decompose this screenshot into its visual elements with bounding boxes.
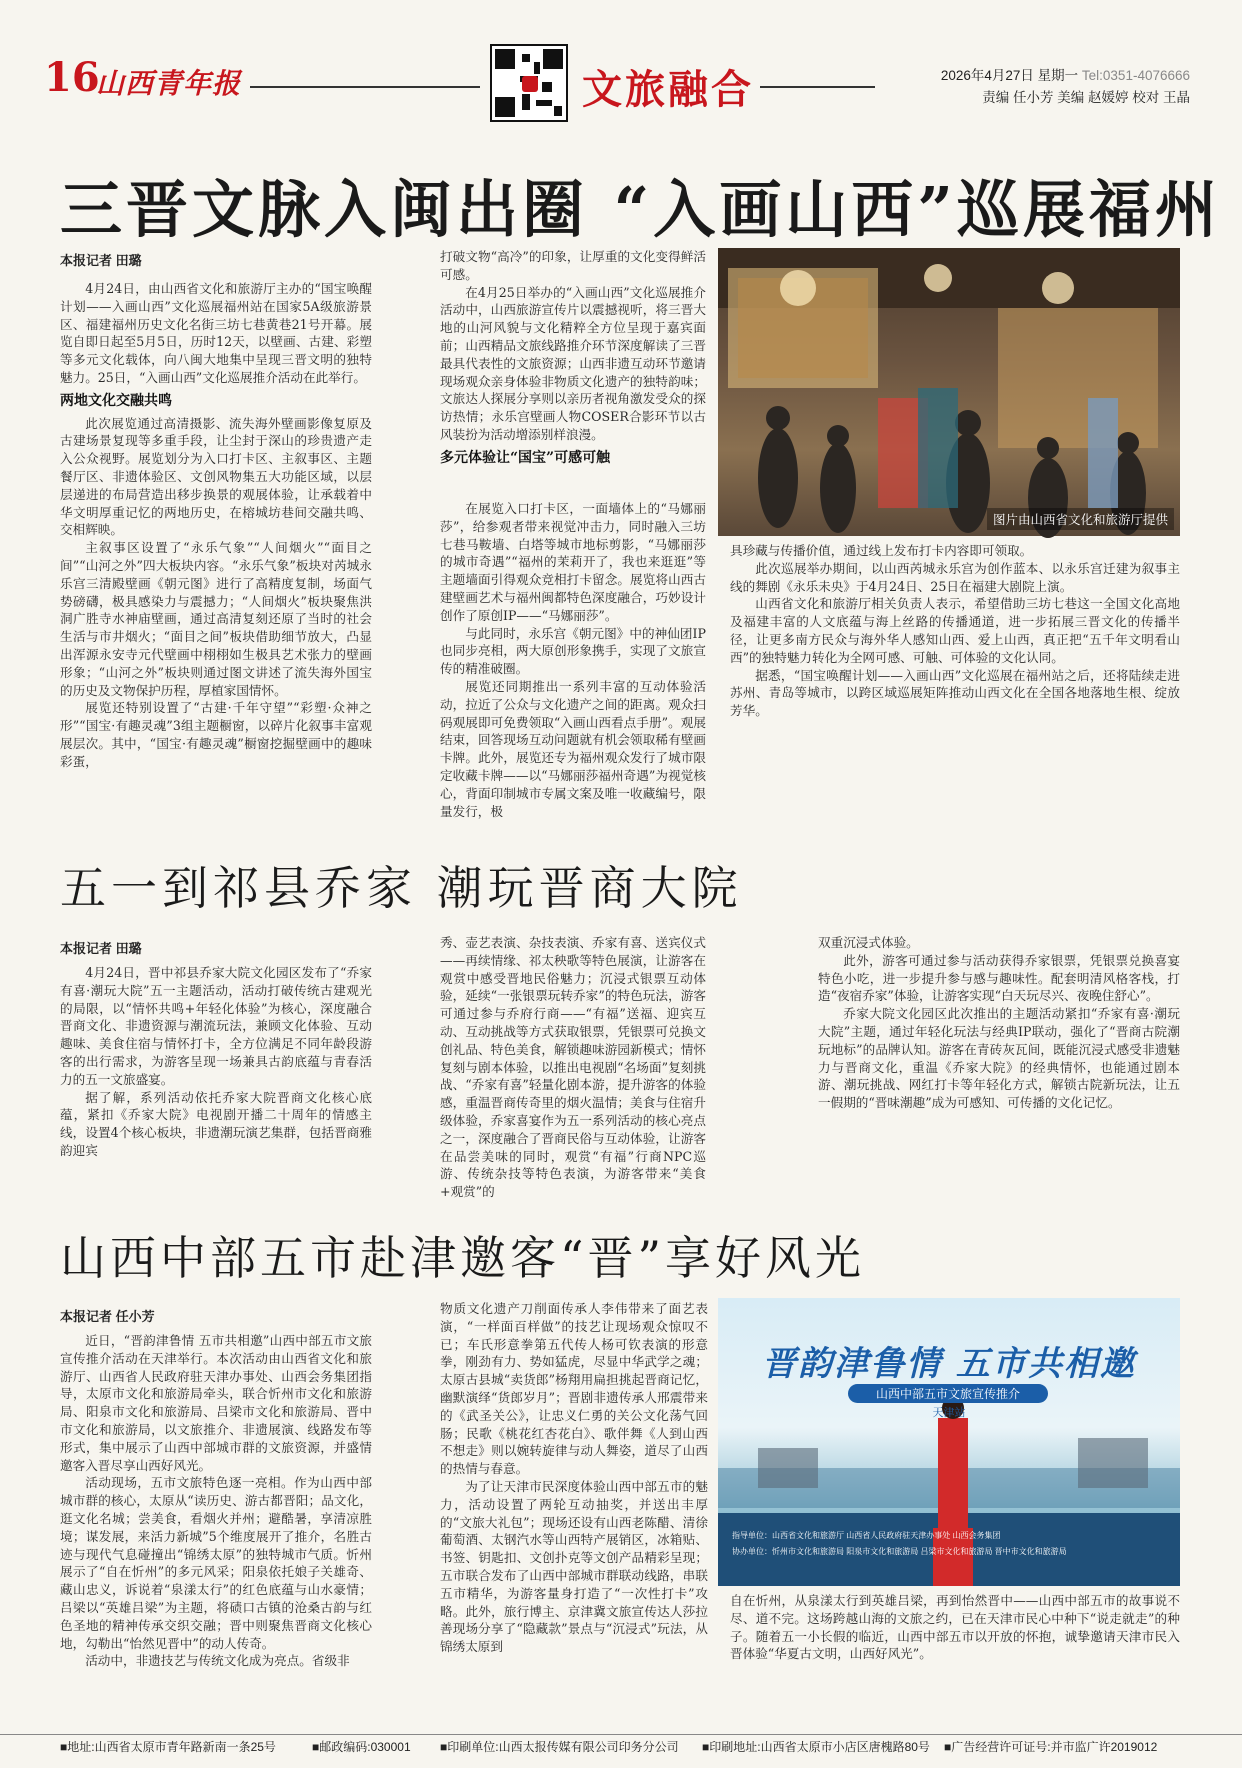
article3-headline: 山西中部五市赴津邀客“晋”享好风光 (60, 1231, 866, 1285)
article1-column2 (440, 248, 706, 496)
paragraph: 据了解，系列活动依托乔家大院晋商文化核心底蕴，紧扣《乔家大院》电视剧开播二十周年的情感主线，设置4个核心板块，非遗潮玩演艺集群，包括晋商雅韵迎宾 (60, 1089, 372, 1158)
article2-column3 (818, 934, 1180, 1124)
paragraph: 物质文化遗产刀削面传承人李伟带来了面艺表演，“一样面百样做”的技艺让现场观众惊叹不已；车氏形意拳第五代传人杨可钦表演的形意拳，刚劲有力、势如猛虎，尽显中华武学之魂；太原古县城“卖货郎”杨翔用扁担挑起晋商记忆，幽默演绎“货郎岁月”；晋剧非遗传承人邢震带来的《武圣关公》，让忠义仁勇的关公文化荡气回肠；民歌《桃花红杏花白》、歌伴舞《人到山西不想走》则以婉转旋律与动人舞姿，道尽了山西的热情与春意。 (440, 1301, 708, 1477)
footer-bar (0, 1734, 1242, 1754)
paragraph: 双重沉浸式体验。 (818, 935, 919, 950)
banner-host: 指导单位：山西省文化和旅游厅 山西省人民政府驻天津办事处 山西会务集团 (732, 1531, 1001, 1540)
paragraph: 与此同时，永乐宫《朝元图》中的神仙团IP也同步亮相，两大原创形象携手，实现了文旅宣传的精准破圈。 (440, 625, 706, 677)
paragraph: 在4月25日举办的“入画山西”文化巡展推介活动中，山西旅游宣传片以震撼视听，将三晋大地的山河风貌与文化精粹全方位呈现于嘉宾面前；山西精品文旅线路推介环节深度解读了三晋最具代表性的文旅资源；山西非遗互动环节邀请现场观众亲身体验非物质文化遗产的独特韵味；文旅达人探展分享则以亲历者视角激发受众的探访热情；永乐宫壁画人物COSER合影环节以古风装扮为活动增添别样浪漫。 (440, 284, 706, 442)
article1-byline: 本报记者 田璐 (60, 253, 142, 268)
masthead-rule-left (250, 86, 480, 88)
banner-subtitle: 山西中部五市文旅宣传推介 (848, 1384, 1048, 1403)
article1-column3 (730, 542, 1180, 719)
paragraph: 为了让天津市民深度体验山西中部五市的魅力，活动设置了两轮互动抽奖，并送出丰厚的“文旅大礼包”；现场还设有山西老陈醋、清徐葡萄酒、太钢汽水等山西特产展销区，冰箱贴、书签、钥匙扣、文创扑克等文创产品精彩呈现；五市联合发布了山西中部城市群联动线路，串联五市精华，为游客量身打造了“一次性打卡”攻略。此外，旅行博主、京津冀文旅宣传达人莎拉善现场分享了“隐藏款”景点与“沉浸式”玩法，从锦绣太原到 (440, 1478, 708, 1655)
banner-title: 晋韵津鲁情 五市共相邀 (762, 1344, 1136, 1384)
paragraph: 4月24日，晋中祁县乔家大院文化园区发布了“乔家有喜·潮玩大院”五一主题活动，活动打破传统古建观光的局限，以“情怀共鸣+年轻化体验”为核心，深度融合晋商文化、非遗资源与潮流玩法，兼顾文化体验、互动趣味、美食住宿与情怀打卡，全方位满足不同年龄段游客的出行需求，为游客呈现一场兼具古韵底蕴与青春活力的五一文旅盛宴。 (60, 965, 372, 1087)
article2-column2 (440, 934, 706, 1200)
paragraph: 具珍藏与传播价值，通过线上发布打卡内容即可领取。 (730, 543, 1033, 558)
paragraph: 4月24日，由山西省文化和旅游厅主办的“国宝唤醒计划——入画山西”文化巡展福州站在国家5A级旅游景区、福建福州历史文化名街三坊七巷黄巷21号开幕。展览自即日起至5月5日，历时12天，以壁画、古建、彩塑等多元文化载体，向八闽大地集中呈现三晋文明的独特魅力。25日，“入画山西”文化巡展推介活动在此举行。 (60, 281, 372, 385)
page-number: 16 (44, 54, 100, 101)
subheading: 多元体验让“国宝”可感可触 (440, 449, 611, 466)
event-photo (718, 1298, 1180, 1586)
article3-column3 (730, 1592, 1180, 1722)
banner-station: 天津站 (932, 1407, 966, 1419)
paragraph: 主叙事区设置了“永乐气象”“人间烟火”“面目之间”“山河之外”四大板块内容。“永乐气象”板块对芮城永乐宫三清殿壁画《朝元图》进行了高精度复制，场面气势磅礴，极具感染力与震撼力；“人间烟火”板块聚焦洪洞广胜寺水神庙壁画，通过高清复刻还原了当时的社会生活与市井烟火；“面目之间”板块借助细节放大，凸显出浑源永安寺元代壁画中栩栩如生极具艺术张力的壁画形象；“山河之外”板块则通过图文讲述了流失海外国宝的历史及文物保护历程，厚植家国情怀。 (60, 540, 372, 698)
article3-column1 (60, 1332, 372, 1722)
paragraph: 秀、壶艺表演、杂技表演、乔家有喜、送宾仪式——再续情缘、祁太秧歌等特色展演，让游客在观赏中感受晋地民俗魅力；沉浸式银票互动体验，延续“一张银票玩转乔家”的特色玩法，游客可通过参与乔府行商——“有福”送福、迎宾互动、互动挑战等方式获取银票，凭银票可兑换文创礼品、特色美食，解锁趣味游园新模式；情怀复刻与剧本体验，以推出电视剧“名场面”复刻挑战、“乔家有喜”轻量化剧本游，提升游客的体验感，重温晋商传奇里的烟火温情；美食与住宿升级体验，乔家喜宴作为五一系列活动的核心亮点之一，深度融合了晋商民俗与互动体验，让游客在品尝美味的同时，观赏“有福”行商NPC巡游、传统杂技等特色表演，为游客带来“美食+观赏”的 (440, 935, 706, 1200)
exhibition-photo (718, 248, 1180, 536)
paragraph: 乔家大院文化园区此次推出的主题活动紧扣“乔家有喜·潮玩大院”主题，通过年轻化玩法与经典IP联动，强化了“晋商古院潮玩地标”的品牌认知。游客在青砖灰瓦间，既能沉浸式感受非遗魅力与晋商文化，重温《乔家大院》的经典情怀，也能通过剧本游、潮玩挑战、网红打卡等年轻化方式，解锁古院新玩法，让五一假期的“晋味潮趣”成为可感知、可传播的文化记忆。 (818, 1006, 1180, 1111)
footer-printer: ■印刷单位:山西太报传媒有限公司印务分公司 (440, 1740, 679, 1754)
paragraph: 打破文物“高冷”的印象，让厚重的文化变得鲜活可感。 (440, 249, 706, 282)
paragraph: 此外，游客可通过参与活动获得乔家银票，凭银票兑换喜宴特色小吃，进一步提升参与感与趣味性。配套明清风格客栈，打造“夜宿乔家”体验，让游客实现“白天玩尽兴、夜晚住舒心”。 (818, 952, 1180, 1004)
paragraph: 展览还同期推出一系列丰富的互动体验活动，拉近了公众与文化遗产之间的距离。观众扫码观展即可免费领取“入画山西看点手册”。观展结束，回答现场互动问题就有机会领取稀有壁画卡牌。此外，展览还专为福州观众发行了城市限定收藏卡牌——以“马娜丽莎福州奇遇”为视觉核心，背面印制城市专属文案及唯一收藏编号，限量发行，极 (440, 678, 706, 819)
paragraph: 在展览入口打卡区，一面墙体上的“马娜丽莎”，给参观者带来视觉冲击力，同时融入三坊七巷马鞍墙、白塔等城市地标剪影，“马娜丽莎的城市奇遇”“福州的茉莉开了，我也来逛逛”等主题墙面引得观众竞相打卡留念。展览将山西古建壁画艺术与福州闽都特色深度融合，巧妙设计创作了原创IP——“马娜丽莎”。 (440, 501, 706, 623)
paragraph: 展览还特别设置了“古建·千年守望”“彩塑·众神之形”“国宝·有趣灵魂”3组主题橱窗，以碎片化叙事丰富观展层次。其中，“国宝·有趣灵魂”橱窗挖掘壁画中的趣味彩蛋， (60, 700, 372, 769)
article2-byline: 本报记者 田璐 (60, 941, 142, 956)
paragraph: 活动现场，五市文旅特色逐一亮相。作为山西中部城市群的核心，太原从“读历史、游古都晋阳；品文化，逛文化名城；尝美食，看烟火并州；避酷暑，享清凉胜境；谋发展，来活力新城”5个维度展开了推介，名胜古迹与现代气息碰撞出“锦绣太原”的独特城市气质。忻州展示了“自在忻州”的多元风采；阳泉依托娘子关雄奇、藏山忠义，诉说着“泉漾太行”的红色底蕴与山水豪情；吕梁以“英雄吕梁”为主题，将碛口古镇的沧桑古韵与红色圣地的精神传承交织交融；晋中则聚焦晋商文化核心地，勾勒出“怡然见晋中”的动人传奇。 (60, 1475, 372, 1651)
telephone: Tel:0351-4076666 (1081, 68, 1190, 83)
date-text: 2026年4月27日 星期一 (940, 68, 1079, 83)
subheading: 两地文化交融共鸣 (60, 392, 172, 409)
article2-column1 (60, 964, 372, 1158)
footer-postcode: ■邮政编码:030001 (312, 1740, 411, 1754)
paragraph: 山西省文化和旅游厅相关负责人表示，希望借助三坊七巷这一全国文化高地及福建丰富的人文底蕴与海上丝路的传播通道，进一步拓展三晋文化的传播半径，让更多南方民众与海外华人感知山西、爱上山西，真正把“五千年文明看山西”的独特魅力转化为全网可感、可触、可体验的文化认同。 (730, 596, 1180, 665)
article3-byline: 本报记者 任小芳 (60, 1309, 155, 1324)
issue-date (941, 64, 1190, 84)
photo-caption: 图片由山西省文化和旅游厅提供 (987, 508, 1174, 530)
paragraph: 活动中，非遗技艺与传统文化成为亮点。省级非 (85, 1653, 350, 1669)
paragraph: 自在忻州，从泉漾太行到英雄吕梁，再到怡然晋中——山西中部五市的故事说不尽、道不完。这场跨越山海的文旅之约，已在天津市民心中种下“说走就走”的种子。随着五一小长假的临近，山西中部五市以开放的怀抱，诚挚邀请天津市民入晋体验“华夏古文明，山西好风光”。 (730, 1593, 1180, 1662)
article3-column2 (440, 1300, 708, 1722)
paragraph: 近日，“晋韵津鲁情 五市共相邀”山西中部五市文旅宣传推介活动在天津举行。本次活动由山西省文化和旅游厅、山西省人民政府驻天津办事处、山西会务集团指导，太原市文化和旅游局牵头，联合忻州市文化和旅游局、阳泉市文化和旅游局、吕梁市文化和旅游局、晋中市文化和旅游局，以文旅推介、非遗展演、线路发布等形式，集中展示了山西中部城市群的文旅资源，并盛情邀客入晋尽享山西好风光。 (60, 1333, 372, 1473)
masthead-rule-right (760, 86, 875, 88)
editors-credit: 责编 任小芳 美编 赵媛婷 校对 王晶 (982, 90, 1190, 105)
article2-headline: 五一到祁县乔家 潮玩晋商大院 (60, 861, 743, 915)
section-title: 文旅融合 (582, 66, 754, 113)
footer-license: ■广告经营许可证号:并市监广许2019012 (944, 1740, 1158, 1754)
newspaper-logo: 山西青年报 (96, 67, 242, 100)
footer-print-address: ■印刷地址:山西省太原市小店区唐槐路80号 (702, 1740, 930, 1754)
exhibition-photo-illustration (718, 248, 1180, 536)
article1-column1 (60, 280, 372, 769)
footer-address: ■地址:山西省太原市青年路新南一条25号 (60, 1740, 276, 1754)
banner-organizers: 协办单位：忻州市文化和旅游局 阳泉市文化和旅游局 吕梁市文化和旅游局 晋中市文化和旅游局 (732, 1547, 1067, 1556)
article1-column2-cont (440, 500, 706, 819)
paragraph: 此次展览通过高清摄影、流失海外壁画影像复原及古建场景复现等多重手段，让尘封于深山的珍贵遗产走入公众视野。展览划分为入口打卡区、主叙事区、主题餐厅区、非遗体验区、文创风物集五大功能区域，以层层递进的布局营造出移步换景的观展体验，让承载着中华文明厚重记忆的两地历史，在榕城坊巷间交融共鸣、交相辉映。 (60, 415, 372, 538)
article1-headline: 三晋文脉入闽出圈 “入画山西”巡展福州 (60, 173, 1221, 246)
paragraph: 此次巡展举办期间，以山西芮城永乐宫为创作蓝本、以永乐宫迁建为叙事主线的舞剧《永乐未央》于4月24日、25日在福建大剧院上演。 (730, 560, 1180, 594)
qr-code-icon[interactable] (490, 44, 568, 122)
paragraph: 据悉，“国宝唤醒计划——入画山西”文化巡展在福州站之后，还将陆续走进苏州、青岛等城市，以跨区域巡展矩阵推动山西文化在全国各地落地生根、绽放芳华。 (730, 667, 1180, 719)
